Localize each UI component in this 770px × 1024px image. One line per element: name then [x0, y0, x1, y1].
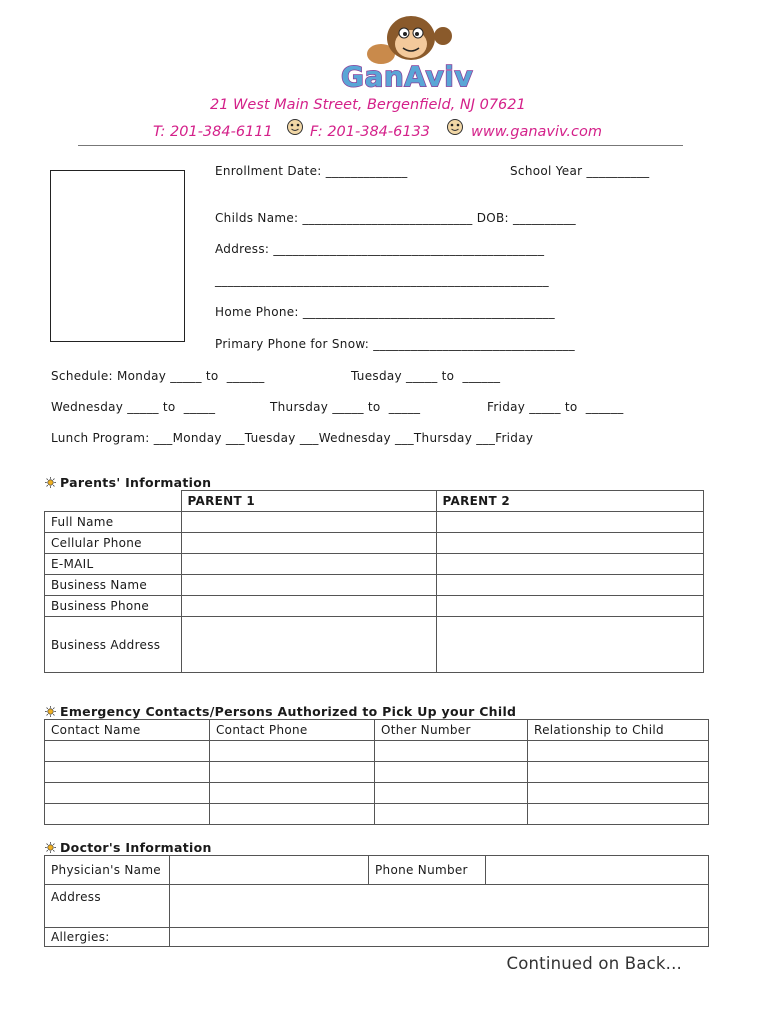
parent1-cell[interactable]: [181, 512, 436, 533]
schedule-wednesday-field[interactable]: Wednesday _____ to _____: [51, 400, 216, 414]
table-cell[interactable]: [375, 741, 528, 762]
parent2-header: PARENT 2: [436, 491, 704, 512]
schedule-thursday-field[interactable]: Thursday _____ to _____: [270, 400, 421, 414]
column-header: Contact Name: [45, 720, 210, 741]
table-cell[interactable]: [528, 783, 709, 804]
home-phone-field[interactable]: Home Phone: ________________________________________: [215, 305, 555, 319]
header-divider: [78, 145, 683, 146]
allergies-label: Allergies:: [45, 928, 170, 947]
childs-name-field[interactable]: Childs Name: ___________________________ DOB: __________: [215, 211, 576, 225]
schedule-monday-field[interactable]: Schedule: Monday _____ to ______: [51, 369, 265, 383]
emergency-title-text: Emergency Contacts/Persons Authorized to Pick Up your Child: [60, 704, 517, 719]
primary-phone-field[interactable]: Primary Phone for Snow: ________________________________: [215, 337, 575, 351]
row-label: E-MAIL: [45, 554, 182, 575]
column-header: Other Number: [375, 720, 528, 741]
emergency-section-title: [45, 704, 516, 719]
doctor-section-title: [45, 840, 212, 855]
row-label: Business Phone: [45, 596, 182, 617]
doctor-title-text: Doctor's Information: [60, 840, 212, 855]
monkey-logo-icon: [335, 14, 485, 66]
table-cell[interactable]: [45, 741, 210, 762]
parent1-cell[interactable]: [181, 617, 436, 673]
allergies-cell[interactable]: [170, 928, 709, 947]
parent2-cell[interactable]: [436, 554, 704, 575]
table-cell[interactable]: [210, 783, 375, 804]
header-website[interactable]: www.ganaviv.com: [471, 124, 603, 140]
table-cell[interactable]: [45, 804, 210, 825]
address-cell[interactable]: [170, 885, 709, 928]
enrollment-date-field[interactable]: Enrollment Date: _____________: [215, 164, 408, 178]
table-cell[interactable]: [210, 804, 375, 825]
ganaviv-logo: [335, 14, 485, 94]
parent2-cell[interactable]: [436, 617, 704, 673]
sun-icon: [45, 842, 56, 853]
column-header: Contact Phone: [210, 720, 375, 741]
row-label: Cellular Phone: [45, 533, 182, 554]
continued-on-back: Continued on Back...: [506, 954, 682, 973]
address-label: Address: [45, 885, 170, 928]
monkey-face-icon: [446, 118, 464, 136]
sun-icon: [45, 477, 56, 488]
column-header: Relationship to Child: [528, 720, 709, 741]
doctor-table: [44, 855, 709, 947]
sun-icon: [45, 706, 56, 717]
parent1-cell[interactable]: [181, 533, 436, 554]
logo-text: GanAviv: [341, 60, 474, 93]
monkey-face-icon: [286, 118, 304, 136]
header-fax: F: 201-384-6133: [310, 124, 431, 140]
schedule-tuesday-field[interactable]: Tuesday _____ to ______: [351, 369, 501, 383]
parents-table: [44, 490, 704, 673]
phone-cell[interactable]: [486, 856, 709, 885]
parent1-header: PARENT 1: [181, 491, 436, 512]
table-cell[interactable]: [210, 741, 375, 762]
table-cell[interactable]: [528, 804, 709, 825]
table-cell[interactable]: [45, 762, 210, 783]
parent2-cell[interactable]: [436, 575, 704, 596]
parent1-cell[interactable]: [181, 575, 436, 596]
physician-label: Physician's Name: [45, 856, 170, 885]
parents-section-title: [45, 475, 211, 490]
row-label: Business Address: [45, 617, 182, 673]
parent1-cell[interactable]: [181, 554, 436, 575]
table-cell[interactable]: [375, 762, 528, 783]
row-label: Business Name: [45, 575, 182, 596]
table-cell[interactable]: [528, 762, 709, 783]
parents-title-text: Parents' Information: [60, 475, 212, 490]
lunch-program-field[interactable]: Lunch Program: ___Monday ___Tuesday ___Wednesday ___Thursday ___Friday: [51, 431, 534, 445]
emergency-table: [44, 719, 709, 825]
address-line2-field[interactable]: _____________________________________________________: [215, 273, 549, 287]
parent2-cell[interactable]: [436, 533, 704, 554]
parent1-cell[interactable]: [181, 596, 436, 617]
table-cell[interactable]: [375, 804, 528, 825]
header-phone: T: 201-384-6111: [153, 124, 273, 140]
physician-cell[interactable]: [170, 856, 369, 885]
photo-box: [50, 170, 185, 342]
row-label: Full Name: [45, 512, 182, 533]
school-year-field[interactable]: School Year __________: [510, 164, 650, 178]
parent2-cell[interactable]: [436, 596, 704, 617]
table-cell[interactable]: [375, 783, 528, 804]
parent2-cell[interactable]: [436, 512, 704, 533]
table-cell[interactable]: [45, 783, 210, 804]
header-address: 21 West Main Street, Bergenfield, NJ 07621: [210, 97, 526, 113]
phone-label: Phone Number: [369, 856, 486, 885]
table-cell[interactable]: [528, 741, 709, 762]
table-cell[interactable]: [210, 762, 375, 783]
address-field[interactable]: Address: ___________________________________________: [215, 242, 545, 256]
schedule-friday-field[interactable]: Friday _____ to ______: [487, 400, 624, 414]
table-corner: [45, 491, 182, 512]
